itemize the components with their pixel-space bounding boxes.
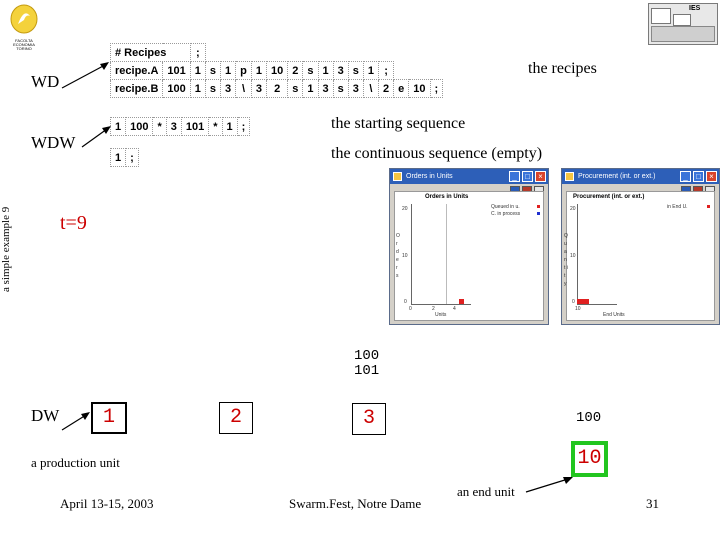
orders-legend-item: Queued in u. — [491, 204, 520, 210]
orders-y-tick: 0 — [404, 299, 407, 305]
recipe-cell: 2 — [288, 62, 303, 80]
production-unit-label: a production unit — [31, 455, 120, 470]
starting-sequence-cell: ; — [237, 118, 250, 136]
legend-swatch — [537, 212, 540, 215]
recipe-cell: 100 — [163, 80, 190, 98]
end-unit-label: an end unit — [457, 484, 515, 499]
recipe-cell: s — [205, 62, 220, 80]
university-logo — [4, 4, 44, 51]
continuous-sequence-grid — [110, 148, 139, 167]
recipes-header-cell: # Recipes — [111, 44, 191, 62]
orders-y-label: O r d e r s — [396, 233, 400, 279]
orders-gridline — [446, 204, 447, 304]
recipe-cell: s — [348, 62, 363, 80]
close-icon[interactable]: × — [706, 171, 717, 182]
orders-legend-item: C. in process — [491, 211, 521, 217]
recipe-cell: 3 — [251, 80, 266, 98]
wd-label: WD — [31, 72, 60, 91]
university-seal-icon — [4, 4, 44, 34]
recipe-cell: ; — [430, 80, 443, 98]
orders-x-tick: 0 — [409, 306, 412, 312]
production-unit-2[interactable]: 2 — [219, 402, 253, 434]
starting-sequence-grid — [110, 117, 250, 136]
orders-bar — [459, 299, 464, 304]
footer-date: April 13-15, 2003 — [60, 496, 154, 511]
procurement-y-axis — [577, 204, 578, 304]
recipe-cell: 101 — [163, 62, 190, 80]
end-unit-queue-value: 100 — [576, 410, 602, 426]
procurement-x-tick: 10 — [575, 306, 581, 312]
recipe-cell: 10 — [267, 62, 288, 80]
recipes-table — [110, 43, 443, 98]
end-unit-box[interactable]: 10 — [571, 441, 608, 477]
orders-window-titlebar[interactable] — [390, 169, 548, 184]
recipe-cell: 1 — [221, 62, 236, 80]
orders-x-tick: 2 — [432, 306, 435, 312]
orders-window[interactable] — [389, 168, 549, 325]
orders-plot — [394, 191, 544, 321]
orders-y-tick: 10 — [402, 253, 408, 259]
recipe-cell: 3 — [318, 80, 333, 98]
production-unit-3[interactable]: 3 — [352, 403, 386, 435]
recipe-cell: 3 — [348, 80, 363, 98]
recipe-cell: 2 — [267, 80, 288, 98]
procurement-bar — [577, 299, 589, 304]
recipe-cell: ; — [379, 62, 394, 80]
procurement-plot-title: Procurement (int. or ext.) — [573, 194, 645, 200]
recipe-cell: \ — [363, 80, 378, 98]
recipe-cell: 2 — [379, 80, 394, 98]
procurement-y-tick: 20 — [570, 206, 576, 212]
starting-sequence-cell: * — [209, 118, 222, 136]
production-unit-1[interactable]: 1 — [91, 402, 127, 434]
recipes-grid — [110, 43, 443, 98]
minimize-icon[interactable]: _ — [509, 171, 520, 182]
recipe-cell: e — [394, 80, 409, 98]
starting-sequence-cell: * — [153, 118, 166, 136]
recipe-cell: 10 — [409, 80, 430, 98]
recipe-cell: recipe.A — [111, 62, 163, 80]
starting-sequence-cell: 3 — [166, 118, 181, 136]
legend-swatch — [537, 205, 540, 208]
dw-label: DW — [31, 406, 60, 425]
orders-window-title: Orders in Units — [406, 173, 453, 180]
recipe-cell: 3 — [221, 80, 236, 98]
logo-line: FACOLTA — [15, 38, 33, 43]
starting-sequence-table — [110, 117, 250, 136]
continuous-sequence-cell: 1 — [111, 149, 126, 167]
recipes-header-cell: ; — [190, 44, 205, 62]
continuous-sequence-table — [110, 148, 139, 167]
recipe-row — [111, 80, 443, 98]
starting-sequence-cell: 101 — [181, 118, 208, 136]
wdw-label: WDW — [31, 133, 76, 152]
orders-plot-title: Orders in Units — [425, 194, 469, 200]
procurement-y-tick: 10 — [570, 253, 576, 259]
recipe-cell: 1 — [363, 62, 378, 80]
recipe-cell: 1 — [318, 62, 333, 80]
wdw-arrow — [80, 124, 114, 158]
orders-x-tick: 4 — [453, 306, 456, 312]
wd-arrow — [60, 58, 112, 92]
maximize-icon[interactable]: □ — [522, 171, 533, 182]
recipe-cell: s — [288, 80, 303, 98]
recipe-cell: s — [333, 80, 348, 98]
page-number: 31 — [646, 496, 659, 511]
logo-line: TORINO — [16, 46, 32, 51]
orders-y-axis — [411, 204, 412, 304]
ies-logo — [648, 3, 718, 45]
continuous-sequence-row — [111, 149, 139, 167]
recipe-cell: s — [205, 80, 220, 98]
footer-event: Swarm.Fest, Notre Dame — [289, 496, 422, 511]
orders-y-tick: 20 — [402, 206, 408, 212]
recipe-cell: \ — [236, 80, 252, 98]
starting-sequence-label: the starting sequence — [331, 115, 466, 132]
starting-sequence-row — [111, 118, 250, 136]
procurement-y-tick: 0 — [572, 299, 575, 305]
time-label: t=9 — [60, 212, 87, 234]
procurement-y-label: Q u a n t i t y — [564, 233, 568, 287]
procurement-x-axis — [577, 304, 617, 305]
maximize-icon[interactable]: □ — [693, 171, 704, 182]
legend-swatch — [707, 205, 710, 208]
queue-value: 100 — [354, 348, 380, 364]
window-app-icon — [565, 172, 574, 181]
procurement-plot — [566, 191, 715, 321]
procurement-x-label: End Units — [603, 312, 625, 318]
recipe-cell: p — [236, 62, 252, 80]
logo-line: ECONOMIA — [13, 42, 35, 47]
window-app-icon — [393, 172, 402, 181]
orders-x-label: Units — [435, 312, 447, 318]
recipe-row — [111, 62, 443, 80]
side-label: a simple example 9 — [0, 206, 12, 292]
recipe-cell: recipe.B — [111, 80, 163, 98]
recipes-header-row — [111, 44, 443, 62]
starting-sequence-cell: 1 — [222, 118, 237, 136]
starting-sequence-cell: 100 — [126, 118, 153, 136]
recipe-cell: 1 — [303, 80, 318, 98]
procurement-window[interactable] — [561, 168, 720, 325]
close-icon[interactable]: × — [535, 171, 546, 182]
dw-arrow — [60, 410, 94, 434]
starting-sequence-cell: 1 — [111, 118, 126, 136]
end-unit-arrow — [524, 474, 576, 496]
queue-value: 101 — [354, 363, 380, 379]
recipe-cell: 3 — [333, 62, 348, 80]
continuous-sequence-label: the continuous sequence (empty) — [331, 145, 543, 162]
recipe-cell: 1 — [251, 62, 266, 80]
minimize-icon[interactable]: _ — [680, 171, 691, 182]
procurement-window-title: Procurement (int. or ext.) — [578, 173, 656, 180]
orders-x-axis — [411, 304, 471, 305]
the-recipes-label: the recipes — [528, 60, 597, 77]
recipe-cell: 1 — [190, 80, 205, 98]
continuous-sequence-cell: ; — [126, 149, 139, 167]
procurement-legend-item: in End U. — [667, 204, 688, 210]
recipe-cell: 1 — [190, 62, 205, 80]
recipe-cell: s — [303, 62, 318, 80]
ies-logo-text: IES — [689, 5, 701, 12]
procurement-window-titlebar[interactable] — [562, 169, 719, 184]
